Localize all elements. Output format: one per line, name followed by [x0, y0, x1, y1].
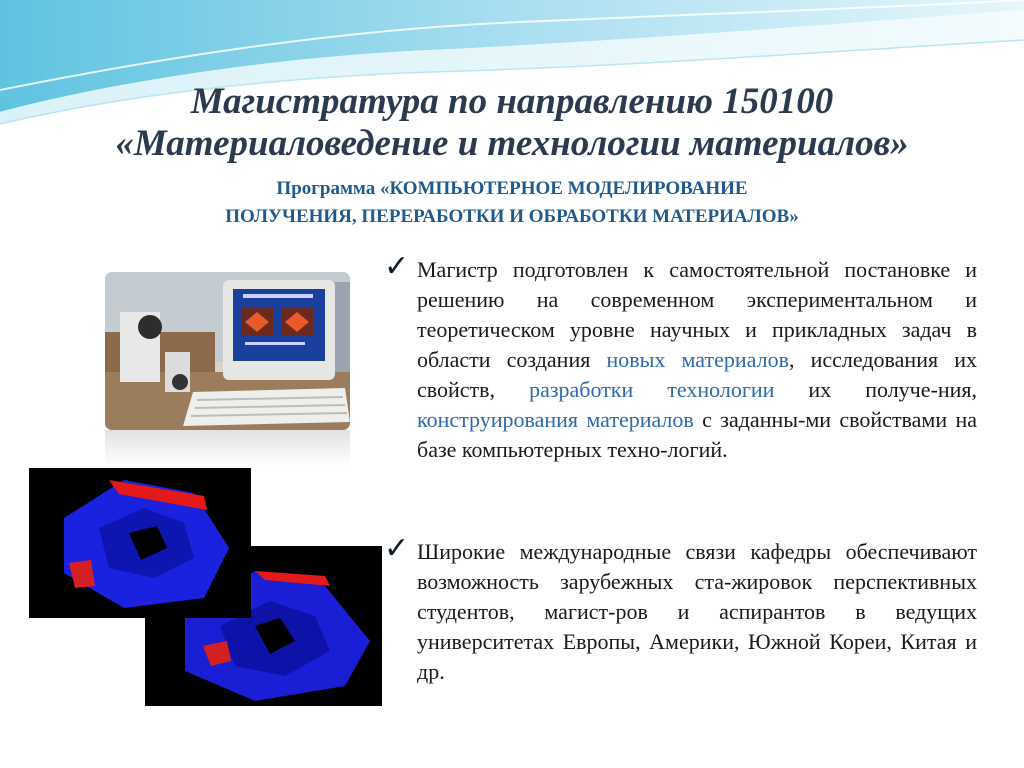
bullet-paragraph-2: Широкие международные связи кафедры обеспечивают возможность зарубежных ста-жировок перспективных студентов, магист-ров и аспирантов в ведущих университетах Европы, Америки, Южной Кореи, Китая и др. — [417, 539, 977, 684]
lab-photo — [105, 272, 350, 430]
crystal-render-image-1 — [29, 468, 251, 618]
highlight-technology-development: разработки технологии — [529, 377, 775, 402]
paragraph-1-text-a: Магистр подготовлен к самостоятельной постановке и решению на современном экспериментальном и теоретическом уровне научных и прикладных задач в области создания — [417, 257, 977, 372]
paragraph-1-text-c: их получе-ния, — [774, 377, 977, 402]
program-title-line2: ПОЛУЧЕНИЯ, ПЕРЕРАБОТКИ И ОБРАБОТКИ МАТЕРИАЛОВ» — [225, 206, 799, 227]
lab-photo-reflection — [105, 430, 350, 466]
slide-title-line2: «Материаловедение и технологии материалов» — [115, 123, 909, 164]
slide-title-line1: Магистратура по направлению 150100 — [190, 81, 834, 122]
highlight-materials-design: конструирования материалов — [417, 407, 694, 432]
checkmark-icon: ✓ — [384, 249, 410, 284]
bullet-paragraph-1 — [417, 255, 977, 465]
highlight-new-materials: новых материалов — [606, 347, 789, 372]
program-title-line1: Программа «КОМПЬЮТЕРНОЕ МОДЕЛИРОВАНИЕ — [276, 178, 748, 199]
checkmark-icon: ✓ — [384, 531, 410, 566]
paragraph-1-text-b: , исследования их свойств, — [417, 347, 977, 402]
paragraph-1-text-d: с заданны-ми свойствами на базе компьютерных техно-логий. — [417, 407, 978, 462]
